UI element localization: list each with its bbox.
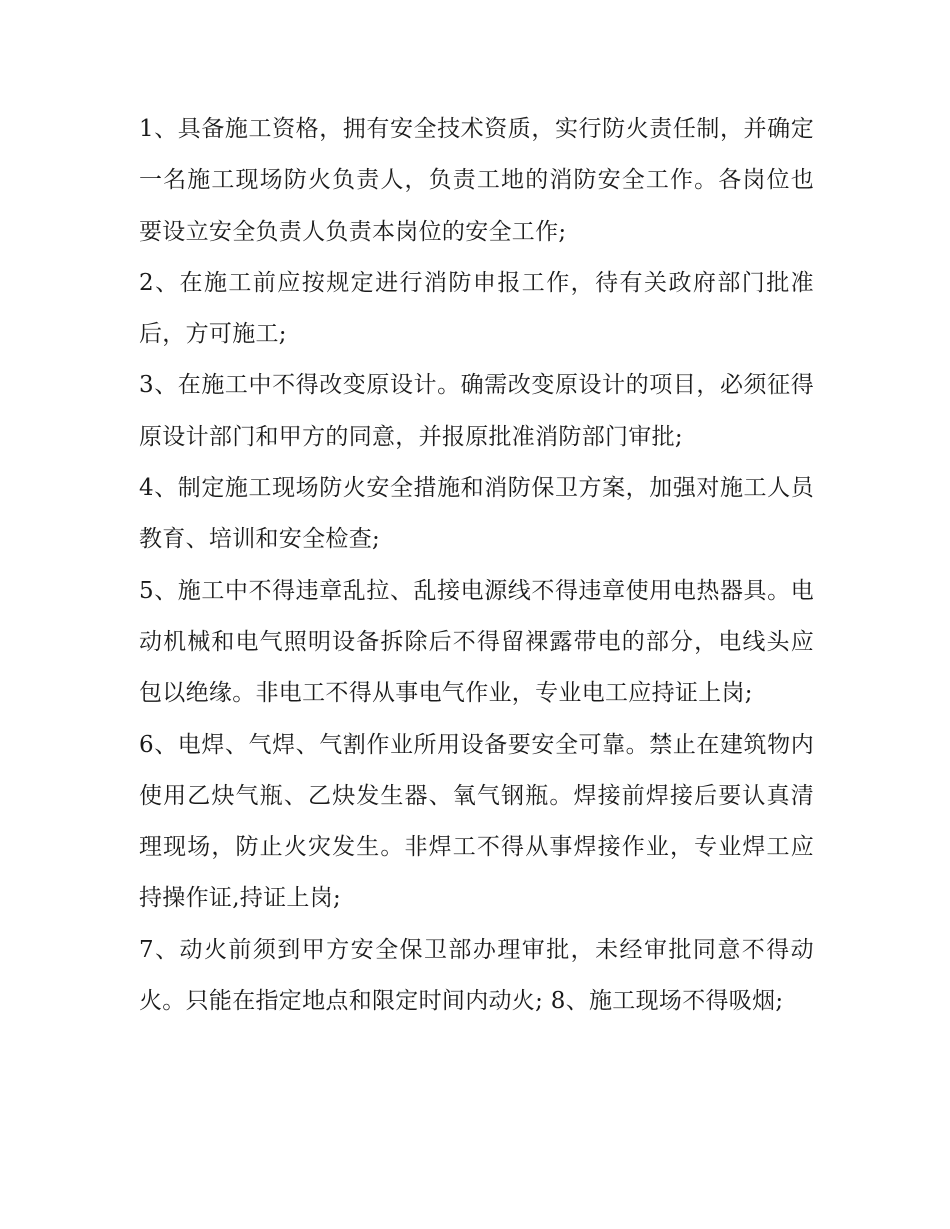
rule-item-5: 5、施工中不得违章乱拉、乱接电源线不得违章使用电热器具。电动机械和电气照明设备拆除后不得留裸露带电的部分，电线头应包以绝缘。非电工不得从事电气作业，专业电工应持证上岗; <box>139 577 814 707</box>
rule-item-6: 6、电焊、气焊、气割作业所用设备要安全可靠。禁止在建筑物内使用乙炔气瓶、乙炔发生器、氧气钢瓶。焊接前焊接后要认真清理现场，防止火灾发生。非焊工不得从事焊接作业，专业焊工应持操作证,持证上岗; <box>139 731 814 912</box>
rule-item-4: 4、制定施工现场防火安全措施和消防保卫方案，加强对施工人员教育、培训和安全检查; <box>139 475 814 553</box>
document-body <box>139 104 814 1027</box>
rule-item-3: 3、在施工中不得改变原设计。确需改变原设计的项目，必须征得原设计部门和甲方的同意，并报原批准消防部门审批; <box>139 372 814 450</box>
rule-item-1: 1、具备施工资格，拥有安全技术资质，实行防火责任制，并确定一名施工现场防火负责人，负责工地的消防安全工作。各岗位也要设立安全负责人负责本岗位的安全工作; <box>139 116 814 245</box>
rule-item-7: 7、动火前须到甲方安全保卫部办理审批，未经审批同意不得动火。只能在指定地点和限定时间内动火; 8、施工现场不得吸烟; <box>139 936 814 1015</box>
rule-item-2: 2、在施工前应按规定进行消防申报工作，待有关政府部门批准后，方可施工; <box>139 269 814 348</box>
